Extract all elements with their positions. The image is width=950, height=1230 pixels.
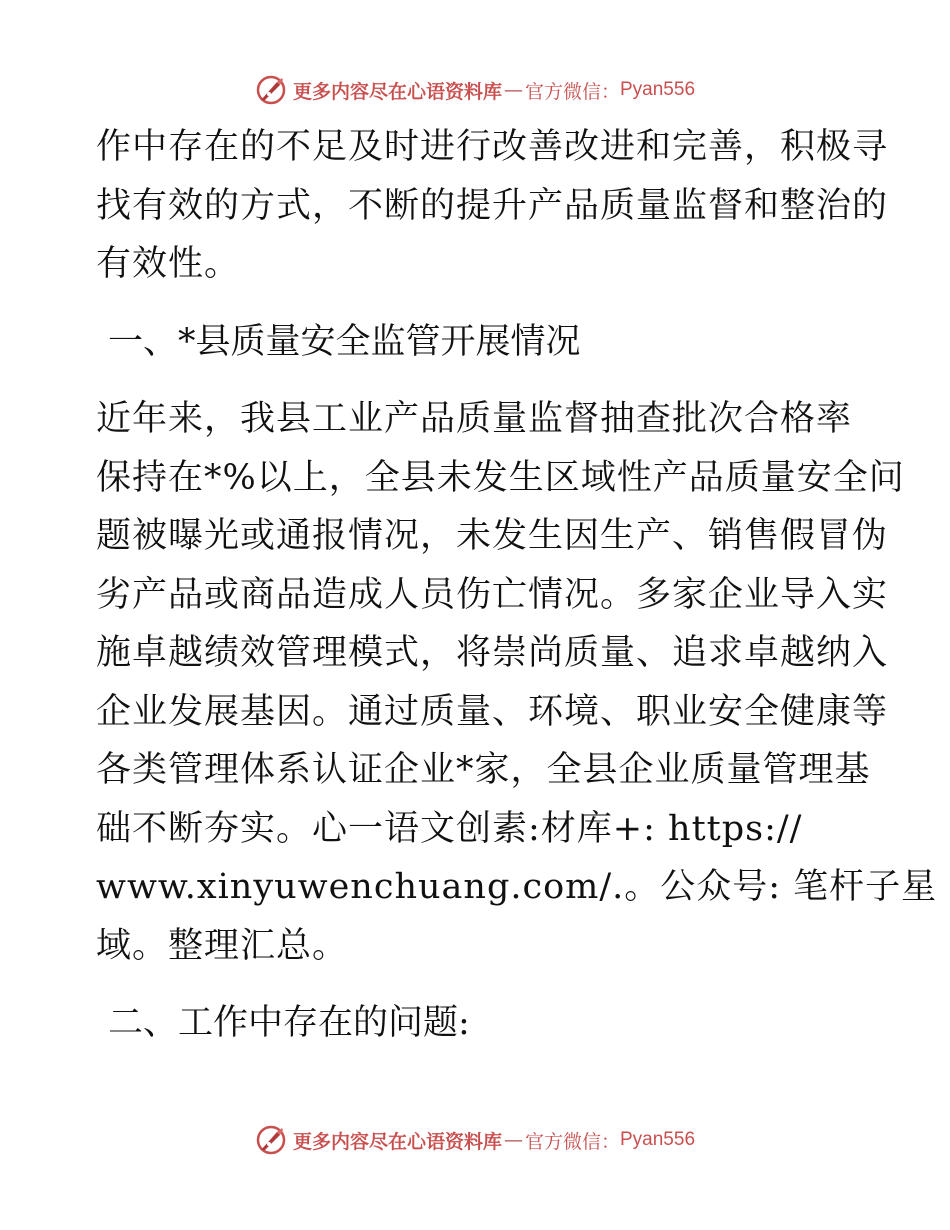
para-line-8: 础不断夯实。心一语文创素:材库+: https://: [96, 808, 803, 849]
intro-line-1: 作中存在的不足及时进行改善改进和完善，积极寻: [96, 127, 889, 167]
quill-logo-icon: [255, 1124, 287, 1156]
para-line-6: 企业发展基因。通过质量、环境、职业安全健康等: [96, 691, 889, 732]
para-line-4: 劣产品或商品造成人员伤亡情况。多家企业导入实: [96, 574, 889, 615]
intro-line-2: 找有效的方式，不断的提升产品质量监督和整治的: [96, 185, 889, 226]
document-body: [96, 118, 938, 1072]
header-watermark: [0, 70, 950, 110]
para-line-9: www.xinyuwenchuang.com/.。公众号: 笔杆子星: [96, 867, 938, 907]
footer-dash: —: [503, 1129, 523, 1151]
footer-wechat-label: 官方微信：: [524, 1130, 620, 1153]
para-line-2: 保持在*%以上，全县未发生区域性产品质量安全问: [96, 457, 905, 498]
footer-brand-text: 更多内容尽在心语资料库: [292, 1130, 502, 1153]
header-wechat-label: 官方微信：: [524, 80, 620, 103]
para-line-7: 各类管理体系认证企业*家，全县企业质量管理基: [96, 750, 871, 790]
header-brand-text: 更多内容尽在心语资料库: [292, 80, 502, 103]
section-heading-2: 二、工作中存在的问题:: [108, 1003, 470, 1043]
para-line-1: 近年来，我县工业产品质量监督抽查批次合格率: [96, 399, 853, 439]
footer-watermark: [0, 1120, 950, 1160]
header-wechat-id: Pyan556: [620, 79, 696, 100]
para-line-3: 题被曝光或通报情况，未发生因生产、销售假冒伪: [96, 516, 889, 556]
intro-line-3: 有效性。: [96, 244, 241, 284]
para-line-10: 域。整理汇总。: [96, 925, 349, 966]
section-heading-1: 一、*县质量安全监管开展情况: [108, 321, 581, 362]
footer-wechat-id: Pyan556: [620, 1129, 696, 1150]
para-line-5: 施卓越绩效管理模式，将崇尚质量、追求卓越纳入: [96, 633, 889, 673]
header-dash: —: [503, 79, 523, 101]
quill-logo-icon: [255, 74, 287, 106]
